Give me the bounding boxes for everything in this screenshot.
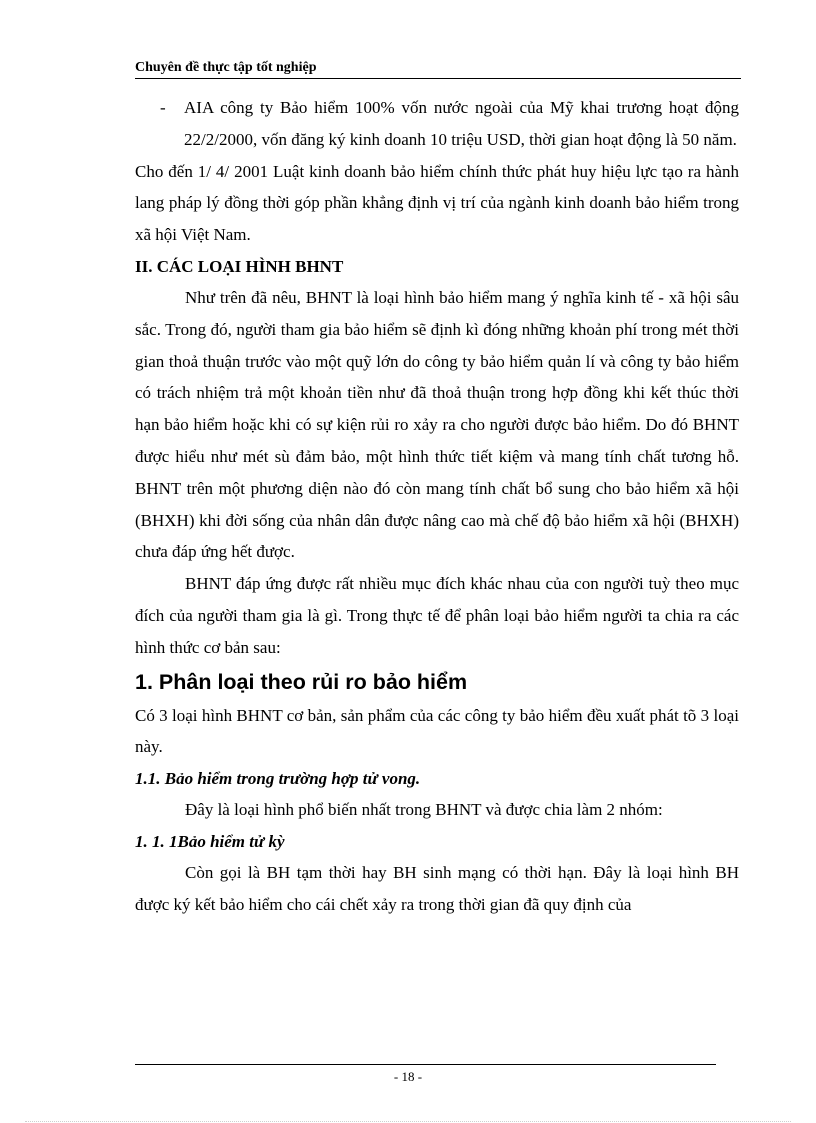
heading-classification: 1. Phân loại theo rủi ro bảo hiểm — [135, 669, 468, 694]
bullet-dash: - — [160, 98, 166, 117]
paragraph-three-types: Có 3 loại hình BHNT cơ bản, sản phẩm của các công ty bảo hiểm đều xuất phát tõ 3 loại này. — [135, 705, 739, 757]
heading-term-insurance: 1. 1. 1Bảo hiểm tử kỳ — [135, 831, 285, 851]
paragraph-intro: Như trên đã nêu, BHNT là loại hình bảo hiểm mang ý nghĩa kinh tế - xã hội sâu sắc. Trong đó, người tham gia bảo hiểm sẽ định kì đóng những khoản phí trong mét thời gian thoả thuận trước vào một quỹ lớn do công ty bảo hiểm quản lí và công ty bảo hiểm có trách nhiệm trả một khoản tiền như đã thoả thuận trong hợp đồng khi kết thúc thời hạn bảo hiểm hoặc khi có sự kiện rủi ro xảy ra cho người được bảo hiểm. Do đó BHNT được hiểu như mét sù đảm bảo, một hình thức tiết kiệm và mang tính chất tương hỗ. BHNT trên một phương diện nào đó còn mang tính chất bổ sung cho bảo hiểm xã hội (BHXH) khi đời sống của nhân dân được nâng cao mà chế độ bảo hiểm xã hội (BHXH) chưa đáp ứng hết được. — [135, 287, 739, 562]
running-header — [135, 58, 741, 79]
paragraph-law: Cho đến 1/ 4/ 2001 Luật kinh doanh bảo hiểm chính thức phát huy hiệu lực tạo ra hành lang pháp lý đồng thời góp phần khẳng định vị trí của ngành kinh doanh bảo hiểm trong xã hội Việt Nam. — [135, 161, 739, 245]
header-title: Chuyên đề thực tập tốt nghiệp — [135, 60, 317, 75]
bullet-text: AIA công ty Bảo hiểm 100% vốn nước ngoài của Mỹ khai trương hoạt động 22/2/2000, vốn đăng ký kinh doanh 10 triệu USD, thời gian hoạt động là 50 năm. — [184, 98, 739, 149]
bullet-item-aia — [135, 92, 739, 156]
paragraph-term: Còn gọi là BH tạm thời hay BH sinh mạng có thời hạn. Đây là loại hình BH được ký kết bảo hiểm cho cái chết xảy ra trong thời gian đã quy định của — [135, 862, 739, 914]
paragraph-popular: Đây là loại hình phổ biến nhất trong BHNT và được chia làm 2 nhóm: — [185, 800, 663, 820]
section-title: II. CÁC LOẠI HÌNH BHNT — [135, 256, 344, 276]
page-bottom-edge — [25, 1121, 791, 1122]
footer-divider — [135, 1064, 716, 1065]
paragraph-purpose: BHNT đáp ứng được rất nhiều mục đích khác nhau của con người tuỳ theo mục đích của người tham gia là gì. Trong thực tế để phân loại bảo hiểm người ta chia ra các hình thức cơ bản sau: — [135, 574, 739, 657]
heading-death-insurance: 1.1. Bảo hiểm trong trường hợp tử vong. — [135, 769, 421, 789]
page-number: - 18 - — [393, 1069, 423, 1084]
page-body — [135, 92, 739, 921]
